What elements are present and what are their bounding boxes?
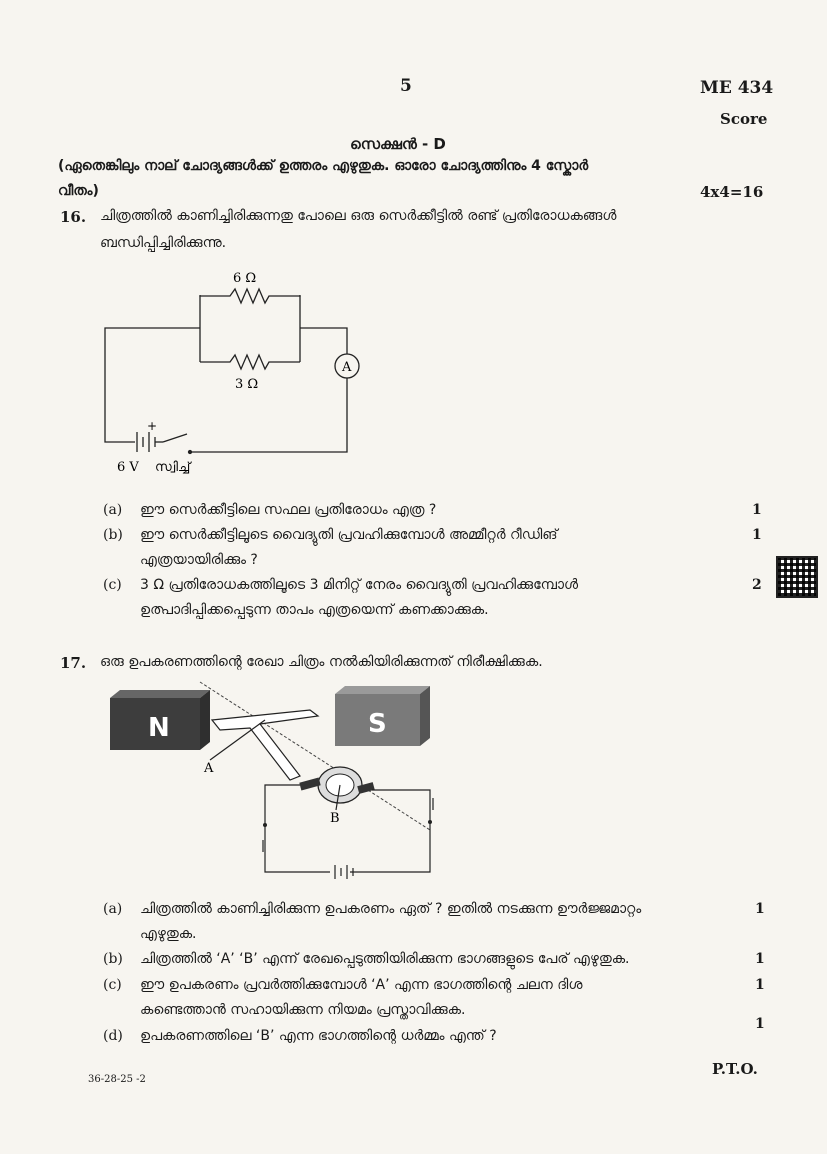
page-number: 5 bbox=[400, 76, 412, 96]
q16-part-b-score: 1 bbox=[752, 527, 762, 543]
section-title: സെക്ഷൻ - D bbox=[350, 135, 446, 153]
q16-part-a-label: (a) bbox=[103, 502, 123, 518]
r2-label: 3 Ω bbox=[235, 377, 259, 392]
q17-part-d-text: ഉപകരണത്തിലെ ‘B’ എന്ന ഭാഗത്തിന്റെ ധർമ്മം എന്ത് ? bbox=[140, 1028, 497, 1044]
q17-part-a-text-line1: ചിത്രത്തിൽ കാണിച്ചിരിക്കുന്ന ഉപകരണം ഏത് ? ഇതിൽ നടക്കുന്ന ഊർജ്ജമാറ്റം bbox=[140, 901, 642, 917]
q16-part-a-score: 1 bbox=[752, 502, 762, 518]
q17-part-a-text-line2: എഴുതുക. bbox=[140, 926, 197, 942]
resistor-6ohm bbox=[200, 289, 300, 303]
section-instruction-line2: വീതം) bbox=[58, 183, 99, 199]
q16-part-a-text: ഈ സെർക്കീട്ടിലെ സഫല പ്രതിരോധം എത്ര ? bbox=[140, 502, 437, 518]
q17-part-c-text-line1: ഈ ഉപകരണം പ്രവർത്തിക്കുമ്പോൾ ‘A’ എന്ന ഭാഗത്തിന്റെ ചലന ദിശ bbox=[140, 977, 583, 993]
q16-part-c-text-line2: ഉത്പാദിപ്പിക്കപ്പെടുന്ന താപം എത്രയെന്ന് കണക്കാക്കുക. bbox=[140, 602, 489, 618]
q16-part-b-label: (b) bbox=[103, 527, 123, 543]
q17-number: 17. bbox=[60, 654, 87, 672]
battery-plus: + bbox=[147, 419, 158, 433]
q16-text-line1: ചിത്രത്തിൽ കാണിച്ചിരിക്കുന്നതു പോലെ ഒരു സെർക്കീട്ടിൽ രണ്ട് പ്രതിരോധകങ്ങൾ bbox=[100, 208, 617, 224]
qr-code-icon bbox=[776, 556, 818, 598]
ammeter-label: A bbox=[342, 360, 352, 375]
q17-part-d-score: 1 bbox=[755, 1016, 765, 1032]
q17-part-c-score: 1 bbox=[755, 977, 765, 993]
q16-part-b-text-line2: എത്രയായിരിക്കും ? bbox=[140, 552, 258, 568]
q17-part-c-label: (c) bbox=[103, 977, 122, 993]
q17-part-a-score: 1 bbox=[755, 901, 765, 917]
q17-part-b-text: ചിത്രത്തിൽ ‘A’ ‘B’ എന്ന് രേഖപ്പെടുത്തിയിരിക്കുന്ന ഭാഗങ്ങളുടെ പേര് എഴുതുക. bbox=[140, 951, 630, 967]
q17-text: ഒരു ഉപകരണത്തിന്റെ രേഖാ ചിത്രം നൽകിയിരിക്കുന്നത് നിരീക്ഷിക്കുക. bbox=[100, 654, 543, 670]
north-label: N bbox=[148, 713, 170, 743]
q17-part-d-label: (d) bbox=[103, 1028, 123, 1044]
q17-motor-diagram bbox=[100, 680, 450, 890]
score-label: Score bbox=[720, 110, 768, 128]
footer-code: 36-28-25 -2 bbox=[88, 1074, 146, 1085]
q16-part-c-text-line1: 3 Ω പ്രതിരോധകത്തിലൂടെ 3 മിനിറ്റ് നേരം വൈദ്യുതി പ്രവഹിക്കുമ്പോൾ bbox=[140, 577, 579, 593]
q16-text-line2: ബന്ധിപ്പിച്ചിരിക്കുന്നു. bbox=[100, 235, 227, 251]
resistor-3ohm bbox=[200, 355, 300, 369]
section-instruction-line1: (ഏതെങ്കിലും നാല് ചോദ്യങ്ങൾക്ക് ഉത്തരം എഴുതുക. ഓരോ ചോദ്യത്തിനും 4 സ്കോർ bbox=[58, 158, 589, 174]
south-label: S bbox=[368, 709, 387, 739]
paper-code: ME 434 bbox=[700, 78, 774, 98]
part-b-label: B bbox=[330, 811, 340, 826]
q17-part-a-label: (a) bbox=[103, 901, 123, 917]
battery-label: 6 V bbox=[117, 460, 139, 475]
q16-number: 16. bbox=[60, 208, 87, 226]
switch-label: സ്വിച്ച് bbox=[155, 460, 191, 475]
q16-part-c-label: (c) bbox=[103, 577, 122, 593]
part-a-label: A bbox=[204, 761, 214, 776]
q17-part-b-label: (b) bbox=[103, 951, 123, 967]
footer-pto: P.T.O. bbox=[712, 1060, 758, 1078]
section-marks-total: 4x4=16 bbox=[700, 183, 764, 201]
q16-part-c-score: 2 bbox=[752, 577, 762, 593]
r1-label: 6 Ω bbox=[233, 271, 257, 286]
q16-part-b-text-line1: ഈ സെർക്കീട്ടിലൂടെ വൈദ്യുതി പ്രവഹിക്കുമ്പോൾ അമ്മീറ്റർ റീഡിങ് bbox=[140, 527, 558, 543]
q17-part-b-score: 1 bbox=[755, 951, 765, 967]
q17-part-c-text-line2: കണ്ടെത്താൻ സഹായിക്കുന്ന നിയമം പ്രസ്താവിക്കുക. bbox=[140, 1002, 466, 1018]
q16-circuit-diagram bbox=[95, 260, 365, 485]
